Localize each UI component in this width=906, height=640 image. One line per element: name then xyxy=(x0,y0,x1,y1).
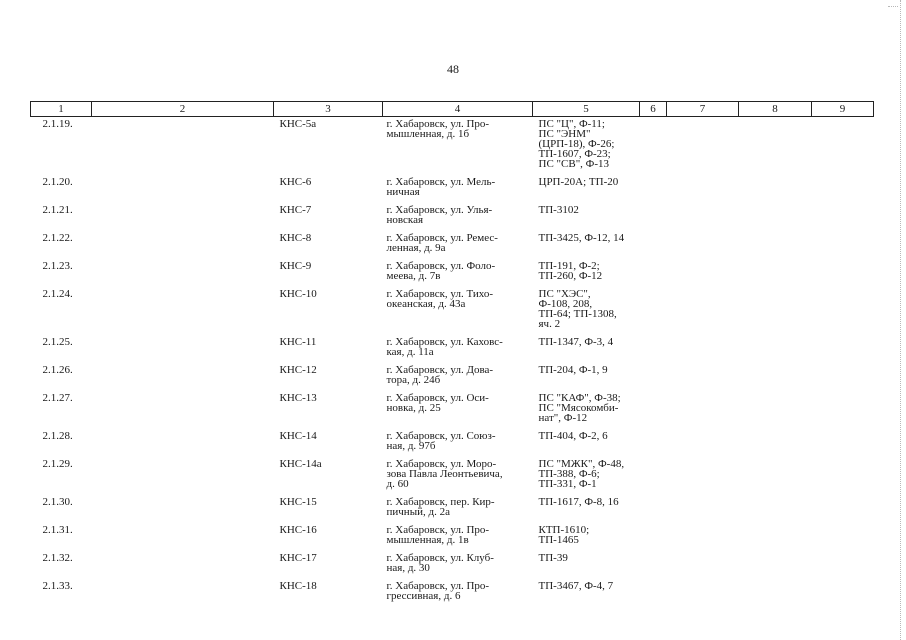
row-col-7 xyxy=(667,175,739,203)
row-col-8 xyxy=(739,175,812,203)
power-source xyxy=(533,203,640,231)
row-col-6 xyxy=(640,457,667,495)
row-number xyxy=(31,391,92,429)
row-col-7 xyxy=(667,259,739,287)
row-col-7 xyxy=(667,117,739,176)
row-number-text: 2.1.20. xyxy=(42,176,73,188)
header-col-3: 3 xyxy=(274,102,383,117)
row-col-8 xyxy=(739,551,812,579)
power-source-line: ТП-260, Ф-12 xyxy=(538,270,603,282)
row-number-text: 2.1.21. xyxy=(42,204,73,216)
object-name xyxy=(274,523,383,551)
power-source-line: ТП-1347, Ф-3, 4 xyxy=(538,336,614,348)
row-number xyxy=(31,579,92,607)
row-number xyxy=(31,203,92,231)
power-source xyxy=(533,231,640,259)
power-source xyxy=(533,551,640,579)
object-name-text: КНС-11 xyxy=(279,336,317,348)
power-source xyxy=(533,259,640,287)
address-line: зова Павла Леонтьевича, xyxy=(386,468,503,480)
table-row xyxy=(31,457,874,495)
address-line: г. Хабаровск, ул. Про- xyxy=(386,524,490,536)
address-line: океанская, д. 43а xyxy=(386,298,466,310)
power-source-line: ПС "МЖК", Ф-48, xyxy=(538,458,625,470)
address-line: пичный, д. 2а xyxy=(386,506,450,518)
row-col-8 xyxy=(739,117,812,176)
power-source xyxy=(533,335,640,363)
power-source xyxy=(533,495,640,523)
object-name xyxy=(274,551,383,579)
row-col-7 xyxy=(667,429,739,457)
power-source xyxy=(533,287,640,335)
row-number-text: 2.1.33. xyxy=(42,580,73,592)
row-col-9 xyxy=(812,551,874,579)
row-col-7 xyxy=(667,457,739,495)
power-source xyxy=(533,391,640,429)
object-name-text: КНС-12 xyxy=(279,364,317,376)
row-col-8 xyxy=(739,579,812,607)
row-col-9 xyxy=(812,231,874,259)
row-number-text: 2.1.24. xyxy=(42,288,73,300)
object-name xyxy=(274,363,383,391)
row-col-7 xyxy=(667,579,739,607)
row-col-6 xyxy=(640,429,667,457)
row-number xyxy=(31,335,92,363)
object-name xyxy=(274,231,383,259)
power-source-line: КТП-1610; xyxy=(538,524,590,536)
address-line: ная, д. 30 xyxy=(386,562,430,574)
table-row xyxy=(31,117,874,176)
row-number xyxy=(31,523,92,551)
power-source-line: ПС "КАФ", Ф-38; xyxy=(538,392,621,404)
table-row xyxy=(31,429,874,457)
address-line: г. Хабаровск, ул. Клуб- xyxy=(386,552,494,564)
row-col-7 xyxy=(667,335,739,363)
object-address xyxy=(383,335,533,363)
power-source-line: ТП-388, Ф-6; xyxy=(538,468,600,480)
row-col-6 xyxy=(640,231,667,259)
address-line: новская xyxy=(386,214,424,226)
power-source-line: ПС "ЭНМ" xyxy=(538,128,591,140)
table-row xyxy=(31,495,874,523)
row-col-8 xyxy=(739,391,812,429)
power-source-line: Ф-108, 208, xyxy=(538,298,593,310)
object-name xyxy=(274,287,383,335)
row-number-text: 2.1.31. xyxy=(42,524,73,536)
row-col-7 xyxy=(667,363,739,391)
address-line: г. Хабаровск, ул. Про- xyxy=(386,580,490,592)
row-number-text: 2.1.32. xyxy=(42,552,73,564)
row-number-text: 2.1.23. xyxy=(42,260,73,272)
row-col-9 xyxy=(812,259,874,287)
corner-mark xyxy=(888,6,898,13)
table-row xyxy=(31,579,874,607)
page-number: 48 xyxy=(447,62,459,76)
header-col-9: 9 xyxy=(812,102,874,117)
row-description xyxy=(92,551,274,579)
object-name xyxy=(274,391,383,429)
row-number xyxy=(31,363,92,391)
object-name xyxy=(274,259,383,287)
header-col-2: 2 xyxy=(92,102,274,117)
row-col-6 xyxy=(640,287,667,335)
row-col-6 xyxy=(640,363,667,391)
power-source xyxy=(533,175,640,203)
row-col-9 xyxy=(812,495,874,523)
object-name xyxy=(274,579,383,607)
address-line: г. Хабаровск, ул. Про- xyxy=(386,118,490,130)
address-line: мышленная, д. 1в xyxy=(386,534,469,546)
object-address xyxy=(383,203,533,231)
row-col-8 xyxy=(739,259,812,287)
table-row xyxy=(31,391,874,429)
address-line: тора, д. 24б xyxy=(386,374,441,386)
address-line: г. Хабаровск, ул. Оси- xyxy=(386,392,489,404)
object-address xyxy=(383,117,533,176)
row-col-7 xyxy=(667,495,739,523)
row-col-9 xyxy=(812,175,874,203)
power-source-line: ЦРП-20А; ТП-20 xyxy=(538,176,619,188)
table-row xyxy=(31,175,874,203)
object-address xyxy=(383,523,533,551)
table-row xyxy=(31,259,874,287)
row-col-9 xyxy=(812,363,874,391)
power-source xyxy=(533,457,640,495)
row-col-8 xyxy=(739,231,812,259)
power-source-line: ТП-1607, Ф-23; xyxy=(538,148,611,160)
power-source-line: ТП-3102 xyxy=(538,204,579,216)
address-line: г. Хабаровск, ул. Союз- xyxy=(386,430,496,442)
object-name xyxy=(274,429,383,457)
row-description xyxy=(92,117,274,176)
object-name-text: КНС-15 xyxy=(279,496,317,508)
row-number xyxy=(31,175,92,203)
object-address xyxy=(383,495,533,523)
table-row xyxy=(31,231,874,259)
object-name-text: КНС-6 xyxy=(279,176,312,188)
object-name xyxy=(274,203,383,231)
row-col-8 xyxy=(739,335,812,363)
object-name xyxy=(274,457,383,495)
object-name-text: КНС-10 xyxy=(279,288,317,300)
address-line: г. Хабаровск, ул. Фоло- xyxy=(386,260,496,272)
row-col-8 xyxy=(739,457,812,495)
object-name-text: КНС-17 xyxy=(279,552,317,564)
row-description xyxy=(92,335,274,363)
address-line: г. Хабаровск, ул. Моро- xyxy=(386,458,497,470)
row-col-6 xyxy=(640,203,667,231)
row-description xyxy=(92,175,274,203)
object-name xyxy=(274,335,383,363)
row-col-8 xyxy=(739,429,812,457)
row-number xyxy=(31,287,92,335)
row-description xyxy=(92,203,274,231)
header-col-8: 8 xyxy=(739,102,812,117)
address-line: д. 60 xyxy=(386,478,409,490)
table-row xyxy=(31,287,874,335)
row-number xyxy=(31,551,92,579)
address-line: ная, д. 97б xyxy=(386,440,436,452)
header-col-6: 6 xyxy=(640,102,667,117)
address-line: ленная, д. 9а xyxy=(386,242,446,254)
object-address xyxy=(383,287,533,335)
row-number xyxy=(31,457,92,495)
power-source xyxy=(533,363,640,391)
power-source xyxy=(533,429,640,457)
row-description xyxy=(92,259,274,287)
table-row xyxy=(31,551,874,579)
header-col-1: 1 xyxy=(31,102,92,117)
object-name-text: КНС-14 xyxy=(279,430,317,442)
row-col-7 xyxy=(667,523,739,551)
object-address xyxy=(383,457,533,495)
row-col-9 xyxy=(812,117,874,176)
row-col-7 xyxy=(667,551,739,579)
object-address xyxy=(383,429,533,457)
row-col-9 xyxy=(812,579,874,607)
object-address xyxy=(383,363,533,391)
object-name-text: КНС-16 xyxy=(279,524,317,536)
row-col-8 xyxy=(739,495,812,523)
address-line: кая, д. 11а xyxy=(386,346,434,358)
row-col-7 xyxy=(667,203,739,231)
object-name-text: КНС-7 xyxy=(279,204,312,216)
row-col-9 xyxy=(812,523,874,551)
power-source-line: ТП-39 xyxy=(538,552,568,564)
table-body xyxy=(31,117,874,608)
row-col-7 xyxy=(667,391,739,429)
object-address xyxy=(383,551,533,579)
registry-table xyxy=(30,101,874,607)
row-col-6 xyxy=(640,495,667,523)
row-col-8 xyxy=(739,287,812,335)
table-row xyxy=(31,203,874,231)
row-col-6 xyxy=(640,391,667,429)
row-col-6 xyxy=(640,551,667,579)
row-number-text: 2.1.22. xyxy=(42,232,73,244)
power-source-line: ТП-204, Ф-1, 9 xyxy=(538,364,608,376)
address-line: мышленная, д. 1б xyxy=(386,128,470,140)
table-header xyxy=(31,102,874,117)
row-description xyxy=(92,231,274,259)
row-col-8 xyxy=(739,523,812,551)
object-name-text: КНС-14а xyxy=(279,458,322,470)
row-description xyxy=(92,363,274,391)
row-col-6 xyxy=(640,523,667,551)
header-col-5: 5 xyxy=(533,102,640,117)
object-name-text: КНС-8 xyxy=(279,232,312,244)
row-col-6 xyxy=(640,579,667,607)
address-line: г. Хабаровск, ул. Каховс- xyxy=(386,336,503,348)
row-col-7 xyxy=(667,287,739,335)
address-line: г. Хабаровск, ул. Тихо- xyxy=(386,288,494,300)
address-line: г. Хабаровск, ул. Мель- xyxy=(386,176,496,188)
object-name xyxy=(274,495,383,523)
row-description xyxy=(92,495,274,523)
power-source-line: ТП-191, Ф-2; xyxy=(538,260,600,272)
power-source-line: ТП-331, Ф-1 xyxy=(538,478,597,490)
address-line: г. Хабаровск, ул. Улья- xyxy=(386,204,493,216)
row-description xyxy=(92,457,274,495)
row-col-7 xyxy=(667,231,739,259)
power-source-line: (ЦРП-18), Ф-26; xyxy=(538,138,615,150)
table-row xyxy=(31,335,874,363)
power-source-line: ПС "Ц", Ф-11; xyxy=(538,118,605,130)
power-source xyxy=(533,523,640,551)
row-number xyxy=(31,231,92,259)
header-col-7: 7 xyxy=(667,102,739,117)
power-source-line: яч. 2 xyxy=(538,318,561,330)
row-description xyxy=(92,391,274,429)
row-number-text: 2.1.29. xyxy=(42,458,73,470)
row-col-6 xyxy=(640,259,667,287)
power-source-line: ПС "Мясокомби- xyxy=(538,402,619,414)
address-line: грессивная, д. 6 xyxy=(386,590,461,602)
address-line: новка, д. 25 xyxy=(386,402,441,414)
object-name-text: КНС-13 xyxy=(279,392,317,404)
row-description xyxy=(92,523,274,551)
row-description xyxy=(92,429,274,457)
row-description xyxy=(92,579,274,607)
table-row xyxy=(31,363,874,391)
object-address xyxy=(383,231,533,259)
power-source-line: ТП-3425, Ф-12, 14 xyxy=(538,232,625,244)
row-number-text: 2.1.26. xyxy=(42,364,73,376)
power-source-line: ТП-64; ТП-1308, xyxy=(538,308,617,320)
row-number xyxy=(31,495,92,523)
row-col-9 xyxy=(812,391,874,429)
address-line: г. Хабаровск, ул. Ремес- xyxy=(386,232,498,244)
header-col-4: 4 xyxy=(383,102,533,117)
power-source-line: нат", Ф-12 xyxy=(538,412,588,424)
address-line: ничная xyxy=(386,186,420,198)
row-description xyxy=(92,287,274,335)
row-col-6 xyxy=(640,175,667,203)
power-source-line: ТП-1465 xyxy=(538,534,579,546)
object-name-text: КНС-18 xyxy=(279,580,317,592)
object-address xyxy=(383,391,533,429)
power-source xyxy=(533,579,640,607)
row-col-9 xyxy=(812,335,874,363)
table-row xyxy=(31,523,874,551)
address-line: г. Хабаровск, пер. Кир- xyxy=(386,496,495,508)
row-number-text: 2.1.19. xyxy=(42,118,73,130)
row-number-text: 2.1.28. xyxy=(42,430,73,442)
page-edge-mark xyxy=(900,0,902,640)
row-col-9 xyxy=(812,457,874,495)
row-col-6 xyxy=(640,335,667,363)
object-address xyxy=(383,579,533,607)
row-number-text: 2.1.30. xyxy=(42,496,73,508)
address-line: меева, д. 7в xyxy=(386,270,441,282)
row-col-8 xyxy=(739,203,812,231)
object-address xyxy=(383,259,533,287)
power-source-line: ПС "СВ", Ф-13 xyxy=(538,158,610,170)
object-name-text: КНС-9 xyxy=(279,260,312,272)
object-name xyxy=(274,175,383,203)
row-number xyxy=(31,429,92,457)
power-source-line: ТП-3467, Ф-4, 7 xyxy=(538,580,614,592)
row-col-6 xyxy=(640,117,667,176)
object-name-text: КНС-5а xyxy=(279,118,317,130)
power-source-line: ТП-1617, Ф-8, 16 xyxy=(538,496,619,508)
address-line: г. Хабаровск, ул. Дова- xyxy=(386,364,494,376)
object-address xyxy=(383,175,533,203)
row-col-9 xyxy=(812,203,874,231)
header-row xyxy=(31,102,874,117)
row-number-text: 2.1.27. xyxy=(42,392,73,404)
row-number xyxy=(31,259,92,287)
power-source-line: ПС "ХЭС", xyxy=(538,288,591,300)
row-col-9 xyxy=(812,429,874,457)
object-name xyxy=(274,117,383,176)
power-source-line: ТП-404, Ф-2, 6 xyxy=(538,430,608,442)
row-number xyxy=(31,117,92,176)
row-col-8 xyxy=(739,363,812,391)
row-col-9 xyxy=(812,287,874,335)
row-number-text: 2.1.25. xyxy=(42,336,73,348)
power-source xyxy=(533,117,640,176)
